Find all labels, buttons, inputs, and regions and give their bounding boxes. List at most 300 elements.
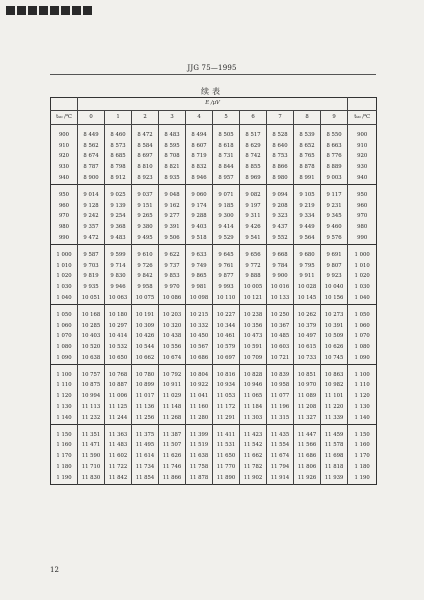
row-temperature-right: 1 140: [348, 413, 377, 424]
temp-label-left: t₉₀ /℃: [51, 111, 78, 125]
emf-cell: 10 520: [78, 342, 105, 353]
row-group: [51, 424, 377, 484]
row-temperature-right: 1 040: [348, 293, 377, 304]
emf-cell: 9 357: [78, 222, 105, 233]
emf-cell: 10 768: [105, 370, 132, 381]
emf-cell: 11 939: [321, 473, 348, 484]
header-corner: [51, 98, 78, 111]
emf-cell: 10 156: [321, 293, 348, 304]
emf-cell: 10 238: [240, 310, 267, 321]
emf-cell: 11 447: [294, 430, 321, 441]
emf-cell: 8 494: [186, 130, 213, 141]
emf-cell: 8 708: [159, 152, 186, 163]
table-row: [51, 130, 377, 141]
emf-cell: 11 674: [267, 452, 294, 463]
row-temperature: 1 160: [56, 442, 72, 449]
emf-cell: 9 900: [267, 272, 294, 283]
standard-number: JJG 75—1995: [187, 64, 237, 72]
emf-cell: 9 911: [294, 272, 321, 283]
row-temperature-right: 1 060: [348, 321, 377, 332]
emf-cell: 9 633: [186, 250, 213, 261]
emf-cell: 8 719: [186, 152, 213, 163]
emf-cell: 10 273: [321, 310, 348, 321]
emf-cell: 10 426: [132, 332, 159, 343]
emf-cell: 11 006: [105, 392, 132, 403]
emf-cell: 9 923: [321, 272, 348, 283]
emf-cell: 9 094: [267, 190, 294, 201]
emf-cell: 9 564: [294, 233, 321, 244]
emf-cell: 11 363: [105, 430, 132, 441]
emf-cell: 11 101: [321, 392, 348, 403]
emf-cell: 9 935: [78, 282, 105, 293]
emf-cell: 11 172: [213, 402, 240, 413]
emf-cell: 8 674: [78, 152, 105, 163]
emf-cell: 10 332: [186, 321, 213, 332]
emf-cell: 9 552: [267, 233, 294, 244]
emf-cell: 11 638: [186, 452, 213, 463]
row-temperature-right: 1 150: [348, 430, 377, 441]
row-temperature-right: 1 190: [348, 473, 377, 484]
emf-cell: 10 674: [159, 353, 186, 364]
emf-cell: 11 089: [294, 392, 321, 403]
emf-cell: 11 566: [294, 441, 321, 452]
emf-cell: 10 367: [267, 321, 294, 332]
emf-cell: 11 053: [213, 392, 240, 403]
emf-cell: 9 037: [132, 190, 159, 201]
table-row: [51, 190, 377, 201]
emf-cell: 8 697: [132, 152, 159, 163]
emf-cell: 8 607: [186, 141, 213, 152]
emf-cell: 8 878: [294, 162, 321, 173]
page-number: 12: [50, 566, 59, 574]
emf-cell: 10 438: [159, 332, 186, 343]
emf-cell: 11 280: [186, 413, 213, 424]
emf-cell: 8 980: [267, 173, 294, 184]
row-group: [51, 184, 377, 244]
emf-cell: 9 380: [132, 222, 159, 233]
emf-cell: 8 517: [240, 130, 267, 141]
table-row: [51, 173, 377, 184]
emf-cell: 8 550: [321, 130, 348, 141]
emf-cell: 9 807: [321, 261, 348, 272]
table-row: [51, 212, 377, 223]
emf-cell: 8 957: [213, 173, 240, 184]
emf-cell: 9 784: [267, 261, 294, 272]
emf-cell: 11 113: [78, 402, 105, 413]
emf-cell: 10 450: [186, 332, 213, 343]
emf-cell: 9 265: [132, 212, 159, 223]
emf-cell: 10 828: [240, 370, 267, 381]
emf-cell: 11 483: [105, 441, 132, 452]
row-temperature: 1 190: [56, 474, 72, 481]
column-header: 8: [294, 111, 321, 125]
emf-cell: 10 804: [186, 370, 213, 381]
column-header: 6: [240, 111, 267, 125]
emf-cell: 10 285: [78, 321, 105, 332]
emf-cell: 10 899: [132, 381, 159, 392]
row-temperature-right: 910: [348, 141, 377, 152]
emf-cell: 11 818: [321, 462, 348, 473]
emf-cell: 8 798: [105, 162, 132, 173]
row-group: [51, 304, 377, 364]
emf-cell: 10 121: [240, 293, 267, 304]
emf-cell: 9 946: [105, 282, 132, 293]
emf-cell: 8 787: [78, 162, 105, 173]
emf-cell: 10 403: [78, 332, 105, 343]
emf-cell: 9 174: [186, 201, 213, 212]
emf-cell: 10 934: [213, 381, 240, 392]
emf-cell: 11 459: [321, 430, 348, 441]
emf-cell: 10 733: [294, 353, 321, 364]
emf-cell: 11 399: [186, 430, 213, 441]
emf-cell: 10 686: [186, 353, 213, 364]
emf-cell: 9 391: [159, 222, 186, 233]
emf-cell: 9 426: [240, 222, 267, 233]
emf-cell: 10 414: [105, 332, 132, 343]
emf-cell: 9 162: [159, 201, 186, 212]
continued-label: 续表: [201, 87, 223, 96]
row-temperature: 1 010: [56, 262, 72, 269]
emf-cell: 10 215: [186, 310, 213, 321]
emf-cell: 8 753: [267, 152, 294, 163]
emf-cell: 10 709: [240, 353, 267, 364]
row-group: [51, 364, 377, 424]
emf-cell: 9 414: [213, 222, 240, 233]
table-row: [51, 293, 377, 304]
column-header: 3: [159, 111, 186, 125]
row-temperature-right: 1 070: [348, 332, 377, 343]
header-rule: [50, 74, 376, 75]
emf-cell: 9 151: [132, 201, 159, 212]
emf-cell: 11 878: [186, 473, 213, 484]
emf-cell: 11 770: [213, 462, 240, 473]
emf-cell: 9 254: [105, 212, 132, 223]
row-temperature-right: 970: [348, 212, 377, 223]
row-temperature-right: 1 160: [348, 441, 377, 452]
emf-cell: 8 528: [267, 130, 294, 141]
emf-cell: 8 562: [78, 141, 105, 152]
emf-cell: 10 356: [240, 321, 267, 332]
emf-cell: 9 518: [186, 233, 213, 244]
emf-cell: 9 288: [186, 212, 213, 223]
emf-cell: 10 591: [240, 342, 267, 353]
emf-cell: 11 782: [240, 462, 267, 473]
emf-cell: 10 567: [186, 342, 213, 353]
emf-cell: 10 063: [105, 293, 132, 304]
table-row: [51, 452, 377, 463]
row-temperature: 930: [58, 164, 70, 171]
emf-cell: 10 497: [294, 332, 321, 343]
emf-cell: 9 403: [186, 222, 213, 233]
emf-cell: 11 411: [213, 430, 240, 441]
emf-cell: 10 982: [321, 381, 348, 392]
emf-cell: 9 117: [321, 190, 348, 201]
emf-cell: 8 866: [267, 162, 294, 173]
temp-label-right: t₉₀ /℃: [348, 111, 377, 125]
emf-cell: 9 599: [105, 250, 132, 261]
emf-cell: 8 731: [213, 152, 240, 163]
emf-cell: 11 590: [78, 452, 105, 463]
emf-cell: 8 969: [240, 173, 267, 184]
emf-cell: 9 197: [240, 201, 267, 212]
emf-cell: 10 579: [213, 342, 240, 353]
emf-cell: 9 334: [294, 212, 321, 223]
row-temperature: 1 090: [56, 354, 72, 361]
emf-cell: 11 041: [186, 392, 213, 403]
emf-cell: 11 077: [267, 392, 294, 403]
row-temperature: 1 180: [56, 464, 72, 471]
row-temperature: 1 040: [56, 294, 72, 301]
emf-cell: 9 277: [159, 212, 186, 223]
emf-cell: 9 219: [294, 201, 321, 212]
table-row: [51, 342, 377, 353]
emf-cell: 11 029: [159, 392, 186, 403]
row-temperature-right: 960: [348, 201, 377, 212]
emf-cell: 8 742: [240, 152, 267, 163]
emf-cell: 9 622: [159, 250, 186, 261]
column-header: 0: [78, 111, 105, 125]
emf-cell: 9 483: [105, 233, 132, 244]
table-row: [51, 310, 377, 321]
emf-cell: 10 227: [213, 310, 240, 321]
emf-cell: 10 320: [159, 321, 186, 332]
emf-cell: 9 025: [105, 190, 132, 201]
emf-cell: 10 922: [186, 381, 213, 392]
emf-cell: 9 529: [213, 233, 240, 244]
emf-cell: 9 749: [186, 261, 213, 272]
row-temperature-right: 1 080: [348, 342, 377, 353]
emf-cell: 10 839: [267, 370, 294, 381]
emf-cell: 8 618: [213, 141, 240, 152]
emf-cell: 9 703: [78, 261, 105, 272]
emf-cell: 10 638: [78, 353, 105, 364]
row-temperature: 1 110: [56, 382, 72, 389]
emf-cell: 10 473: [240, 332, 267, 343]
emf-cell: 11 722: [105, 462, 132, 473]
emf-cell: 9 680: [294, 250, 321, 261]
row-temperature-right: 1 120: [348, 392, 377, 403]
emf-cell: 11 256: [132, 413, 159, 424]
emf-cell: 10 875: [78, 381, 105, 392]
scan-header-marks: [6, 6, 92, 15]
emf-cell: 8 663: [321, 141, 348, 152]
emf-cell: 9 865: [186, 272, 213, 283]
table-row: [51, 222, 377, 233]
emf-cell: 11 136: [132, 402, 159, 413]
row-temperature-right: 1 100: [348, 370, 377, 381]
emf-cell: 11 303: [240, 413, 267, 424]
row-temperature: 1 150: [56, 431, 72, 438]
emf-cell: 9 048: [159, 190, 186, 201]
emf-cell: 9 014: [78, 190, 105, 201]
emf-cell: 9 795: [294, 261, 321, 272]
emf-cell: 9 506: [159, 233, 186, 244]
emf-cell: 11 806: [294, 462, 321, 473]
emf-cell: 10 946: [240, 381, 267, 392]
row-temperature-right: 1 090: [348, 353, 377, 364]
emf-cell: 10 970: [294, 381, 321, 392]
emf-cell: 11 148: [159, 402, 186, 413]
emf-cell: 10 792: [159, 370, 186, 381]
emf-cell: 8 900: [78, 173, 105, 184]
row-temperature: 1 120: [56, 393, 72, 400]
row-temperature: 1 030: [56, 284, 72, 291]
row-temperature: 980: [58, 224, 70, 231]
row-temperature: 1 070: [56, 333, 72, 340]
table-row: [51, 152, 377, 163]
row-temperature-right: 980: [348, 222, 377, 233]
emf-cell: 10 051: [78, 293, 105, 304]
emf-cell: 11 626: [159, 452, 186, 463]
emf-cell: 11 758: [186, 462, 213, 473]
emf-cell: 10 309: [132, 321, 159, 332]
emf-cell: 11 842: [105, 473, 132, 484]
emf-cell: 8 483: [159, 130, 186, 141]
emf-cell: 11 244: [105, 413, 132, 424]
emf-cell: 9 645: [213, 250, 240, 261]
row-group: [51, 125, 377, 185]
row-temperature-right: 990: [348, 233, 377, 244]
table-row: [51, 250, 377, 261]
emf-cell: 11 196: [267, 402, 294, 413]
row-group: [51, 244, 377, 304]
emf-cell: 9 437: [267, 222, 294, 233]
emf-cell: 11 531: [213, 441, 240, 452]
emf-cell: 10 650: [105, 353, 132, 364]
table-row: [51, 462, 377, 473]
emf-cell: 11 351: [78, 430, 105, 441]
emf-cell: 9 993: [213, 282, 240, 293]
emf-cell: 11 471: [78, 441, 105, 452]
emf-cell: 10 544: [132, 342, 159, 353]
row-temperature-right: 1 130: [348, 402, 377, 413]
row-temperature: 1 060: [56, 322, 72, 329]
emf-cell: 10 509: [321, 332, 348, 343]
emf-cell: 11 866: [159, 473, 186, 484]
emf-cell: 9 060: [186, 190, 213, 201]
table-row: [51, 473, 377, 484]
table-row: [51, 430, 377, 441]
emf-cell: 11 698: [321, 452, 348, 463]
emf-cell: 9 958: [132, 282, 159, 293]
unit-label: E /μV: [78, 98, 348, 111]
emf-cell: 10 603: [267, 342, 294, 353]
emf-cell: 10 391: [321, 321, 348, 332]
row-temperature: 1 020: [56, 273, 72, 280]
column-header: 7: [267, 111, 294, 125]
emf-cell: 11 578: [321, 441, 348, 452]
row-temperature: 1 170: [56, 453, 72, 460]
emf-cell: 8 832: [186, 162, 213, 173]
emf-cell: 8 844: [213, 162, 240, 173]
emf-cell: 11 926: [294, 473, 321, 484]
emf-cell: 8 889: [321, 162, 348, 173]
table-row: [51, 370, 377, 381]
emf-cell: 11 017: [132, 392, 159, 403]
emf-cell: 10 098: [186, 293, 213, 304]
emf-cell: 10 615: [294, 342, 321, 353]
emf-cell: 11 125: [105, 402, 132, 413]
emf-cell: 8 946: [186, 173, 213, 184]
emf-cell: 9 830: [105, 272, 132, 283]
emf-cell: 10 461: [213, 332, 240, 343]
emf-cell: 11 065: [240, 392, 267, 403]
row-temperature-right: 1 180: [348, 462, 377, 473]
table-row: [51, 282, 377, 293]
emf-cell: 11 220: [321, 402, 348, 413]
emf-cell: 10 626: [321, 342, 348, 353]
column-header: 9: [321, 111, 348, 125]
emf-cell: 9 449: [294, 222, 321, 233]
emf-cell: 11 507: [159, 441, 186, 452]
emf-cell: 8 776: [321, 152, 348, 163]
table-row: [51, 261, 377, 272]
emf-cell: 11 662: [240, 452, 267, 463]
emf-cell: 8 935: [159, 173, 186, 184]
emf-cell: 11 602: [105, 452, 132, 463]
emf-cell: 10 110: [213, 293, 240, 304]
row-temperature: 1 000: [56, 251, 72, 258]
table-row: [51, 441, 377, 452]
emf-cell: 9 311: [240, 212, 267, 223]
emf-cell: 10 780: [132, 370, 159, 381]
emf-cell: 10 994: [78, 392, 105, 403]
emf-cell: 11 710: [78, 462, 105, 473]
emf-cell: 9 231: [321, 201, 348, 212]
emf-cell: 9 185: [213, 201, 240, 212]
table-row: [51, 272, 377, 283]
column-header: 4: [186, 111, 213, 125]
emf-cell: 9 576: [321, 233, 348, 244]
emf-cell: 8 821: [159, 162, 186, 173]
emf-cell: 11 914: [267, 473, 294, 484]
emf-cell: 10 075: [132, 293, 159, 304]
row-temperature-right: 1 020: [348, 272, 377, 283]
emf-cell: 9 970: [159, 282, 186, 293]
row-temperature-right: 900: [348, 130, 377, 141]
emf-cell: 11 495: [132, 441, 159, 452]
emf-cell: 9 668: [267, 250, 294, 261]
emf-cell: 11 902: [240, 473, 267, 484]
emf-cell: 8 765: [294, 152, 321, 163]
emf-cell: 10 180: [105, 310, 132, 321]
emf-cell: 10 344: [213, 321, 240, 332]
emf-cell: 9 082: [240, 190, 267, 201]
table-row: [51, 392, 377, 403]
emf-cell: 8 991: [294, 173, 321, 184]
emf-cell: 10 958: [267, 381, 294, 392]
row-temperature-right: 1 050: [348, 310, 377, 321]
emf-cell: 10 911: [159, 381, 186, 392]
column-header: 1: [105, 111, 132, 125]
emf-cell: 9 737: [159, 261, 186, 272]
emf-cell: 11 854: [132, 473, 159, 484]
emf-cell: 9 139: [105, 201, 132, 212]
emf-cell: 10 250: [267, 310, 294, 321]
row-temperature: 1 140: [56, 414, 72, 421]
emf-table: [50, 97, 377, 485]
emf-cell: 9 460: [321, 222, 348, 233]
emf-cell: 9 541: [240, 233, 267, 244]
row-temperature-right: 1 000: [348, 250, 377, 261]
emf-cell: 9 368: [105, 222, 132, 233]
emf-cell: 10 662: [132, 353, 159, 364]
emf-cell: 10 863: [321, 370, 348, 381]
emf-cell: 10 297: [105, 321, 132, 332]
emf-cell: 11 160: [186, 402, 213, 413]
emf-cell: 9 242: [78, 212, 105, 223]
emf-cell: 10 262: [294, 310, 321, 321]
